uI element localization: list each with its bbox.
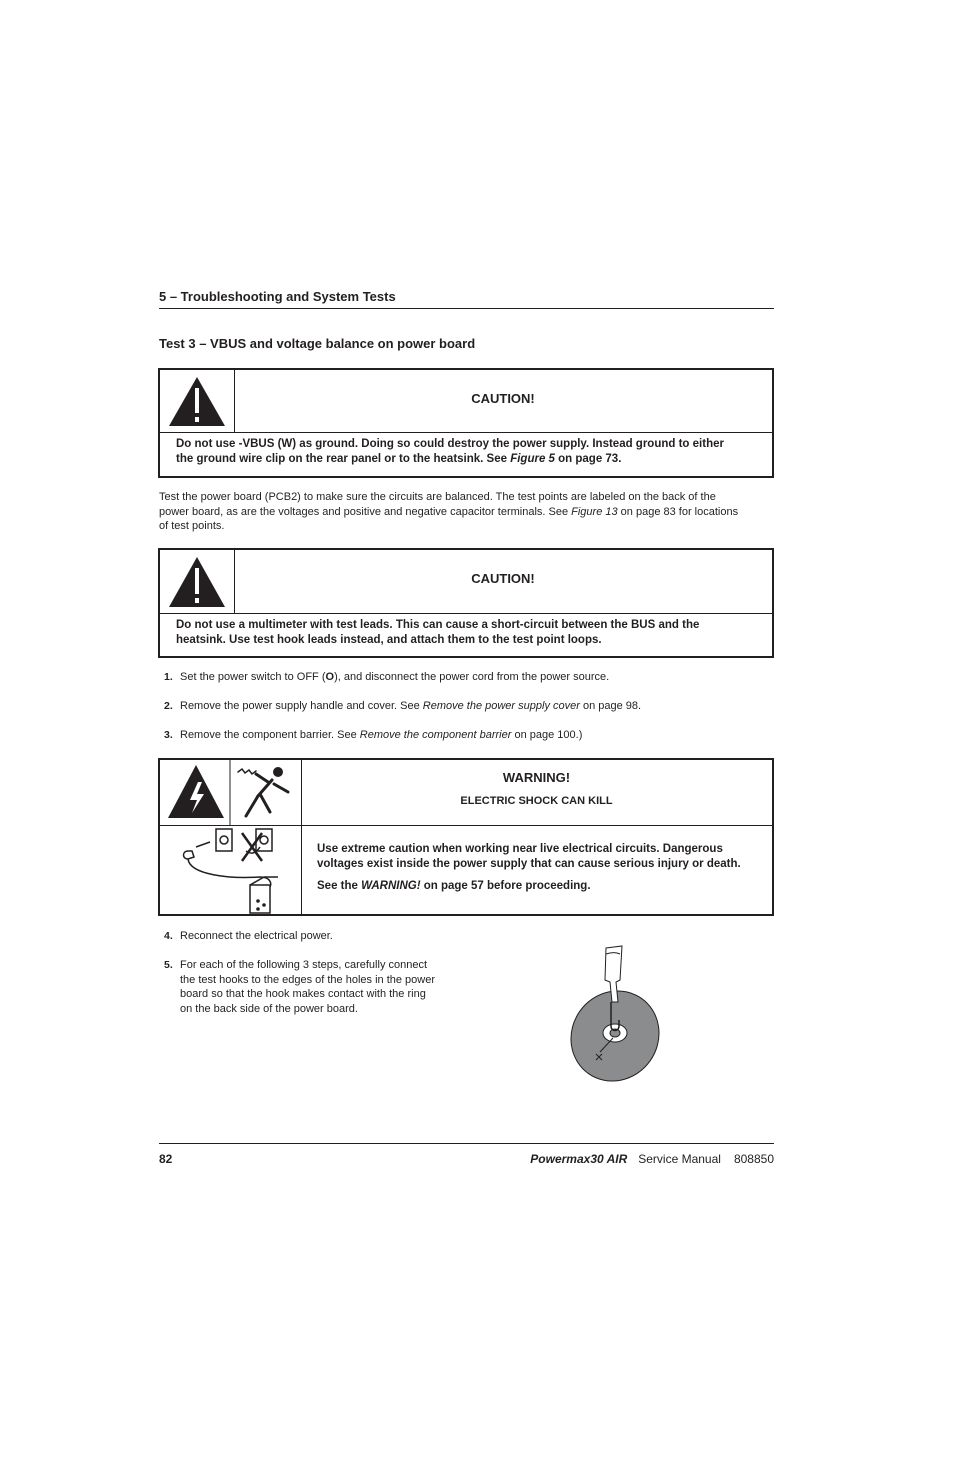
caution-title: CAUTION! bbox=[471, 571, 535, 586]
step-number: 4. bbox=[164, 930, 173, 942]
step-number: 3. bbox=[164, 729, 173, 741]
caution-icon-cell bbox=[160, 550, 235, 613]
step-number: 5. bbox=[164, 959, 173, 971]
chapter-heading: 5 – Troubleshooting and System Tests bbox=[159, 289, 396, 304]
warning-text: Use extreme caution when working near live electrical circuits. Dangerous voltages exist inside the power supply that can cause serious injury or death. See the WARNING! on page 57 before proceeding. bbox=[317, 843, 741, 892]
test-hook-illustration bbox=[560, 940, 670, 1085]
caution-icon-cell bbox=[160, 370, 235, 432]
footer-title: Powermax30 AIR Service Manual 808850 bbox=[530, 1152, 774, 1166]
footer-rule bbox=[159, 1143, 774, 1144]
warning-box bbox=[158, 758, 774, 916]
caution-box-2 bbox=[158, 548, 774, 658]
caution-text: Do not use a multimeter with test leads. This can cause a short-circuit between the BUS and the heatsink. Use test hook leads instead, and attach them to the test point loops. bbox=[176, 619, 700, 646]
warning-subtitle: ELECTRIC SHOCK CAN KILL bbox=[460, 795, 613, 807]
section-title: Test 3 – VBUS and voltage balance on power board bbox=[159, 336, 476, 351]
step-number: 2. bbox=[164, 700, 173, 712]
lightning-triangle-icon bbox=[168, 765, 224, 818]
caution-text: Do not use -VBUS (W) as ground. Doing so could destroy the power supply. Instead ground to either the ground wire clip on the rear panel or to the heatsink. See Figure 5 on page 73. bbox=[176, 438, 724, 465]
unplug-icon-cell bbox=[160, 825, 302, 914]
exclamation-triangle-icon bbox=[160, 550, 234, 613]
exclamation-triangle-icon bbox=[160, 370, 234, 432]
electrocuted-person-icon bbox=[238, 767, 288, 816]
caution-title: CAUTION! bbox=[471, 391, 535, 406]
header-rule bbox=[159, 308, 774, 309]
warning-title: WARNING! bbox=[502, 770, 571, 785]
page-number: 82 bbox=[159, 1152, 173, 1166]
shock-hazard-icons bbox=[160, 760, 301, 825]
step-number: 1. bbox=[164, 671, 173, 683]
warning-icon-cell bbox=[160, 760, 302, 825]
intro-paragraph: Test the power board (PCB2) to make sure the circuits are balanced. The test points are labeled on the back of the power board, as are the voltages and positive and negative capacitor terminals. See Figure 13 on page 83 for locations of test points. bbox=[159, 491, 739, 532]
caution-box-1 bbox=[158, 368, 774, 478]
disconnect-power-icon bbox=[160, 825, 301, 915]
